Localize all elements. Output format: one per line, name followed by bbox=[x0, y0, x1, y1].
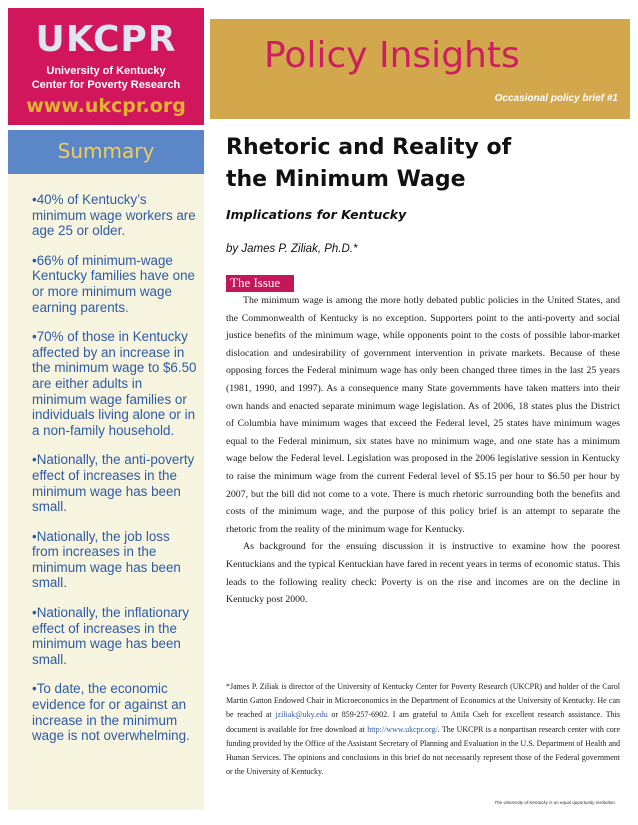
summary-bullet-list bbox=[32, 192, 200, 758]
article-title bbox=[226, 132, 511, 196]
summary-header bbox=[8, 130, 204, 174]
footnote-text: or 859-257-6902. I am grateful to Attila Cseh for excellent research assistance. This document is available for free download at bbox=[226, 710, 620, 734]
banner-title: Policy Insights bbox=[264, 35, 520, 76]
summary-sidebar bbox=[8, 130, 204, 810]
article-body bbox=[226, 292, 620, 609]
article-subtitle: Implications for Kentucky bbox=[226, 207, 407, 222]
summary-bullet: •70% of those in Kentucky affected by an increase in the minimum wage to $6.50 are either adults in minimum wage families or individuals living alone or in a non-family household. bbox=[32, 329, 197, 438]
summary-bullet: •66% of minimum-wage Kentucky families have one or more minimum wage earning parents. bbox=[32, 252, 196, 315]
title-line-1: Rhetoric and Reality of bbox=[226, 135, 512, 160]
logo-center-line: Center for Poverty Research bbox=[31, 79, 181, 91]
summary-bullet: •Nationally, the anti-poverty effect of increases in the minimum wage has been small. bbox=[32, 452, 195, 515]
title-line-2: the Minimum Wage bbox=[226, 167, 466, 192]
summary-bullet: •Nationally, the job loss from increases in the minimum wage has been small. bbox=[32, 528, 181, 591]
summary-bullet: •40% of Kentucky’s minimum wage workers are age 25 or older. bbox=[32, 192, 196, 239]
summary-title: Summary bbox=[57, 139, 155, 163]
email-link[interactable]: jziliak@uky.edu bbox=[275, 710, 328, 720]
footnote-text: *James P. Ziliak is director of the University of Kentucky Center for Poverty Research (UKCPR) and holder of the Carol Martin Gatton Endowed Chair in Microeconomics in the Department of Economics at the University of Kentucky. He can be reached at bbox=[226, 682, 620, 720]
logo-university-line: University of Kentucky bbox=[46, 65, 166, 77]
summary-bullet: •Nationally, the inflationary effect of increases in the minimum wage has been small. bbox=[32, 605, 190, 667]
section-label: The Issue bbox=[230, 275, 281, 290]
section-label-box bbox=[226, 275, 294, 292]
author-footnote bbox=[226, 680, 620, 779]
body-paragraph: The minimum wage is among the more hotly debated public policies in the United States, and the Commonwealth of Kentucky is no exception. Supporters point to the anti-poverty and social justice benefits of the minimum wage, while opponents point to the costs of possible labor-market dislocation and undesirability of government intervention in private markets. Because of these opposing forces the Federal minimum wage has only been changed three times in the last 25 years (1981, 1990, and 1997). As a consequence many State governments have taken matters into their own hands and enacted separate minimum wage legislation. As of 2006, 18 states plus the District of Columbia have minimum wages that exceed the Federal level, 25 states have minimum wages equal to the Federal minimum, six states have no minimum wage, and one state has a minimum wage below the Federal level. Legislation was proposed in the 2006 legislative session in Kentucky to raise the minimum wage from the current Federal level of $5.15 per hour to $6.50 per hour by 2007, but the bill did not come to a vote. There is much rhetoric surrounding both the benefits and costs of the minimum wage, and the purpose of this policy brief is an attempt to separate the rhetoric from the reality of the minimum wage for Kentucky. bbox=[226, 295, 620, 535]
summary-bullet: •To date, the economic evidence for or against an increase in the minimum wage is not overwhelming. bbox=[32, 681, 190, 744]
logo-title: UKCPR bbox=[35, 19, 177, 60]
equal-opportunity-note: The University of Kentucky is an equal opportunity institution. bbox=[494, 800, 616, 805]
ukcpr-logo bbox=[8, 8, 204, 125]
policy-insights-banner bbox=[210, 19, 630, 119]
body-paragraph: As background for the ensuing discussion it is instructive to examine how the poorest Kentuckians and the typical Kentuckian have fared in recent years in terms of economic status. This leads to the following reality check: Poverty is on the rise and incomes are on the decline in Kentucky post 2000. bbox=[226, 541, 620, 606]
website-link[interactable]: http://www.ukcpr.org/ bbox=[367, 724, 438, 734]
logo-url: www.ukcpr.org bbox=[26, 95, 186, 117]
author-byline: by James P. Ziliak, Ph.D.* bbox=[226, 243, 358, 255]
footnote-text: . The UKCPR is a nonpartisan research center with core funding provided by the Office of the Assistant Secretary of Planning and Evaluation in the U.S. Department of Health and Human Services. The opinions and conclusions in this brief do not necessarily represent those of the Federal government or the University of Kentucky. bbox=[226, 724, 620, 777]
brief-number-tag: Occasional policy brief #1 bbox=[494, 93, 618, 104]
